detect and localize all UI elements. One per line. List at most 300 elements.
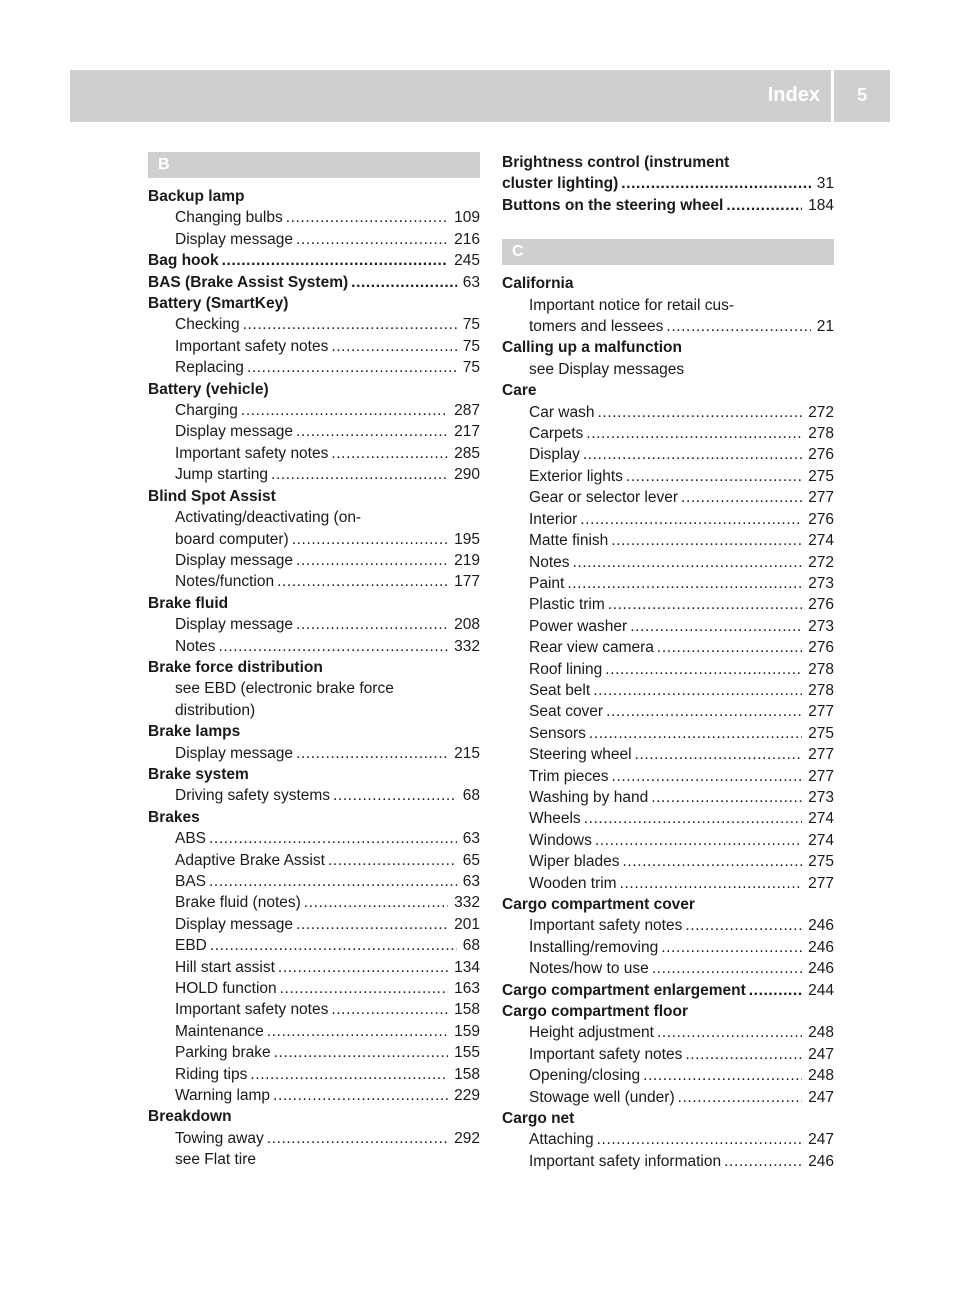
dot-leader (651, 787, 802, 808)
index-subentry[interactable] (148, 421, 480, 442)
index-subentry (148, 700, 480, 721)
entry-text: Display message (175, 230, 294, 248)
index-subentry[interactable] (502, 402, 834, 423)
dot-leader (726, 195, 802, 216)
index-subentry (502, 359, 834, 380)
index-subentry[interactable] (148, 828, 480, 849)
index-subentry[interactable] (502, 680, 834, 701)
entry-text: Interior (529, 510, 578, 528)
entry-text: Gear or selector lever (529, 489, 679, 507)
index-subentry[interactable] (502, 573, 834, 594)
dot-leader (611, 530, 802, 551)
index-subentry[interactable] (502, 701, 834, 722)
entry-text: see Display messages (529, 360, 685, 378)
dot-leader (328, 850, 457, 871)
entry-text: Seat cover (529, 703, 604, 721)
entry-text: Wooden trim (529, 874, 617, 892)
index-entry (148, 186, 480, 207)
index-subentry[interactable] (502, 530, 834, 551)
dot-leader (222, 250, 449, 271)
entry-text: Notes/function (175, 573, 275, 591)
page-reference[interactable]: 274 (808, 831, 834, 849)
page-reference[interactable]: 201 (454, 915, 480, 933)
index-entry (148, 764, 480, 785)
dot-leader (296, 421, 448, 442)
page-reference[interactable]: 245 (454, 252, 480, 270)
dot-leader (643, 1065, 802, 1086)
entry-text: Roof lining (529, 660, 603, 678)
dot-leader (278, 957, 448, 978)
page-reference[interactable]: 247 (808, 1088, 834, 1106)
entry-text: Trim pieces (529, 767, 609, 785)
index-subentry[interactable] (502, 723, 834, 744)
index-column-left (148, 152, 480, 1171)
entry-text: distribution) (175, 701, 256, 719)
index-subentry[interactable] (502, 915, 834, 936)
index-subentry[interactable] (502, 316, 834, 337)
entry-text: Display message (175, 915, 294, 933)
index-subentry[interactable] (502, 830, 834, 851)
entry-text: Paint (529, 574, 565, 592)
entry-text: Battery (SmartKey) (148, 295, 289, 313)
entry-text: Carpets (529, 425, 584, 443)
dot-leader (333, 785, 457, 806)
page-reference[interactable]: 68 (462, 937, 480, 955)
page-reference[interactable]: 274 (808, 810, 834, 828)
entry-text: Plastic trim (529, 596, 605, 614)
page-reference[interactable]: 276 (808, 446, 834, 464)
page-reference[interactable]: 75 (462, 359, 480, 377)
dot-leader (296, 229, 448, 250)
page-reference[interactable]: 285 (454, 444, 480, 462)
page-reference[interactable]: 332 (454, 894, 480, 912)
page-reference[interactable]: 158 (454, 1001, 480, 1019)
dot-leader (626, 466, 802, 487)
dot-leader (280, 978, 448, 999)
index-subentry[interactable] (148, 614, 480, 635)
dot-leader (657, 1022, 802, 1043)
dot-leader (608, 594, 802, 615)
entry-text: Cargo compartment cover (502, 896, 695, 913)
index-subentry[interactable] (502, 659, 834, 680)
index-subentry[interactable] (148, 892, 480, 913)
entry-text: Buttons on the steering wheel (502, 196, 724, 214)
page-reference[interactable]: 21 (816, 318, 834, 336)
index-subentry[interactable] (148, 743, 480, 764)
page-reference[interactable]: 272 (808, 403, 834, 421)
dot-leader (620, 873, 803, 894)
entry-text: Care (502, 382, 537, 400)
index-subentry (148, 678, 480, 699)
index-subentry[interactable] (502, 808, 834, 829)
entry-text: Brightness control (instrument (502, 154, 730, 171)
entry-text: Seat belt (529, 681, 591, 699)
index-subentry[interactable] (148, 1085, 480, 1106)
index-subentry[interactable] (148, 871, 480, 892)
index-subentry[interactable] (148, 443, 480, 464)
index-subentry[interactable] (148, 935, 480, 956)
page-reference[interactable]: 278 (808, 660, 834, 678)
index-subentry[interactable] (148, 571, 480, 592)
page-reference[interactable]: 248 (808, 1024, 834, 1042)
page-reference[interactable]: 158 (454, 1065, 480, 1083)
index-entry (148, 721, 480, 742)
entry-text: Calling up a malfunction (502, 339, 682, 357)
header-title: Index (767, 84, 820, 106)
page-reference[interactable]: 75 (462, 316, 480, 334)
dot-leader (331, 336, 456, 357)
index-entry (148, 593, 480, 614)
index-entry (502, 273, 834, 294)
entry-text: Riding tips (175, 1065, 248, 1083)
entry-text: Breakdown (148, 1108, 232, 1126)
entry-text: Height adjustment (529, 1024, 654, 1042)
entry-text: Brake lamps (148, 723, 241, 741)
index-subentry[interactable] (148, 357, 480, 378)
entry-text: Rear view camera (529, 639, 654, 657)
index-entry (502, 337, 834, 358)
page-reference[interactable]: 277 (808, 489, 834, 507)
page-reference[interactable]: 292 (454, 1129, 480, 1147)
index-subentry[interactable] (148, 464, 480, 485)
page-reference[interactable]: 63 (462, 273, 480, 291)
index-subentry[interactable] (502, 1065, 834, 1086)
dot-leader (296, 614, 448, 635)
header-bar (70, 70, 890, 122)
dot-leader (635, 744, 803, 765)
index-subentry (148, 507, 480, 528)
entry-text: Backup lamp (148, 188, 245, 205)
index-subentry[interactable] (148, 529, 480, 550)
index-entry[interactable] (502, 195, 834, 216)
page-reference[interactable]: 159 (454, 1022, 480, 1040)
entry-text: Display (529, 446, 580, 464)
entry-text: California (502, 275, 574, 293)
index-subentry[interactable] (148, 914, 480, 935)
entry-text: Brake force distribution (148, 658, 323, 676)
index-entry (148, 1106, 480, 1127)
index-subentry[interactable] (502, 851, 834, 872)
entry-text: Hill start assist (175, 958, 275, 976)
page-reference[interactable]: 276 (808, 639, 834, 657)
page-reference[interactable]: 244 (808, 981, 834, 999)
dot-leader (250, 1064, 448, 1085)
page-reference[interactable]: 63 (462, 873, 480, 890)
index-entry (148, 807, 480, 828)
entry-text: Brake system (148, 765, 249, 783)
page-reference[interactable]: 246 (808, 917, 834, 935)
dot-leader (681, 487, 802, 508)
index-subentry[interactable] (502, 1022, 834, 1043)
page-reference[interactable]: 215 (454, 744, 480, 762)
page-reference[interactable]: 274 (808, 532, 834, 550)
page-reference[interactable]: 208 (454, 616, 480, 634)
index-subentry[interactable] (502, 509, 834, 530)
entry-text: Matte finish (529, 532, 609, 550)
entry-text: cluster lighting) (502, 175, 619, 193)
page-reference[interactable]: 273 (808, 617, 834, 635)
entry-text: Warning lamp (175, 1087, 271, 1105)
page-reference[interactable]: 278 (808, 681, 834, 699)
page-reference[interactable]: 134 (454, 958, 480, 976)
dot-leader (685, 1044, 802, 1065)
index-subentry[interactable] (502, 594, 834, 615)
dot-leader (630, 616, 802, 637)
index-entry[interactable] (148, 250, 480, 271)
page-number: 5 (856, 85, 867, 105)
dot-leader (304, 892, 448, 913)
index-subentry[interactable] (148, 207, 480, 228)
page-reference[interactable]: 216 (454, 230, 480, 248)
index-subentry[interactable] (502, 637, 834, 658)
entry-text: Notes (175, 637, 216, 655)
index-subentry[interactable] (502, 1044, 834, 1065)
entry-text: Important safety notes (175, 444, 329, 462)
index-subentry[interactable] (502, 616, 834, 637)
index-subentry[interactable] (148, 336, 480, 357)
entry-text: Display message (175, 744, 294, 762)
index-entry (148, 379, 480, 400)
section-letter: C (512, 243, 524, 261)
index-subentry[interactable] (148, 550, 480, 571)
page-reference[interactable]: 332 (454, 637, 480, 655)
dot-leader (331, 999, 448, 1020)
entry-text: Car wash (529, 403, 595, 421)
dot-leader (273, 1085, 448, 1106)
dot-leader (210, 935, 457, 956)
dot-leader (296, 914, 448, 935)
page-reference[interactable]: 248 (808, 1067, 834, 1085)
index-subentry[interactable] (148, 1042, 480, 1063)
entry-text: Changing bulbs (175, 209, 283, 227)
page-reference[interactable]: 277 (808, 874, 834, 892)
entry-text: Cargo net (502, 1110, 575, 1128)
dot-leader (621, 173, 811, 194)
dot-leader (267, 1128, 448, 1149)
page-reference[interactable]: 177 (454, 573, 480, 591)
index-entry[interactable] (502, 173, 834, 194)
entry-text: Driving safety systems (175, 787, 331, 805)
dot-leader (657, 637, 802, 658)
dot-leader (267, 1021, 448, 1042)
index-entry (148, 657, 480, 678)
page-reference[interactable]: 195 (454, 530, 480, 548)
dot-leader (622, 851, 802, 872)
entry-text: Brake fluid (148, 594, 229, 612)
index-subentry[interactable] (148, 636, 480, 657)
index-subentry[interactable] (502, 873, 834, 894)
entry-text: Charging (175, 402, 238, 420)
entry-text: board computer) (175, 530, 289, 548)
entry-text: Activating/deactivating (on- (175, 509, 362, 527)
entry-text: HOLD function (175, 980, 277, 998)
page-reference[interactable]: 276 (808, 596, 834, 614)
entry-text: Wheels (529, 810, 581, 828)
index-subentry[interactable] (148, 785, 480, 806)
index-subentry[interactable] (502, 958, 834, 979)
index-subentry[interactable] (502, 444, 834, 465)
entry-text: Windows (529, 831, 592, 849)
page-reference[interactable]: 278 (808, 425, 834, 443)
index-subentry[interactable] (502, 487, 834, 508)
index-subentry[interactable] (502, 744, 834, 765)
index-subentry[interactable] (148, 957, 480, 978)
index-subentry[interactable] (148, 999, 480, 1020)
page-reference[interactable]: 275 (808, 853, 834, 871)
entry-text: Wiper blades (529, 853, 620, 871)
dot-leader (296, 743, 448, 764)
index-subentry[interactable] (148, 1064, 480, 1085)
index-subentry[interactable] (148, 1128, 480, 1149)
index-subentry[interactable] (502, 423, 834, 444)
entry-text: Parking brake (175, 1044, 271, 1062)
entry-text: Display message (175, 616, 294, 634)
section-spacer (502, 216, 834, 239)
entry-text: Jump starting (175, 466, 269, 484)
page-reference[interactable]: 184 (808, 196, 834, 214)
page-reference[interactable]: 65 (462, 851, 480, 869)
index-subentry[interactable] (502, 1151, 834, 1172)
index-subentry[interactable] (148, 850, 480, 871)
entry-text: Adaptive Brake Assist (175, 851, 325, 869)
index-entry (502, 1001, 834, 1022)
page-reference[interactable]: 75 (462, 337, 480, 355)
entry-text: Notes (529, 553, 570, 571)
page-reference[interactable]: 273 (808, 574, 834, 592)
index-subentry[interactable] (148, 978, 480, 999)
entry-text: BAS (Brake Assist System) (148, 273, 349, 291)
dot-leader (661, 937, 802, 958)
page-reference[interactable]: 63 (462, 830, 480, 848)
dot-leader (652, 958, 802, 979)
dot-leader (209, 828, 457, 849)
dot-leader (586, 423, 802, 444)
entry-text: Stowage well (under) (529, 1088, 675, 1106)
dot-leader (612, 766, 803, 787)
entry-text: ABS (175, 830, 207, 848)
dot-leader (241, 400, 448, 421)
dot-leader (593, 680, 802, 701)
page-reference[interactable]: 217 (454, 423, 480, 441)
entry-text: Attaching (529, 1131, 594, 1149)
entry-text: Important safety notes (529, 917, 683, 935)
dot-leader (286, 207, 448, 228)
dot-leader (247, 357, 457, 378)
page-reference[interactable]: 31 (816, 175, 834, 193)
entry-text: Important notice for retail cus- (529, 296, 735, 314)
entry-text: Cargo compartment enlargement (502, 981, 746, 999)
index-entry (502, 380, 834, 401)
dot-leader (331, 443, 448, 464)
index-entry (148, 293, 480, 314)
dot-leader (666, 316, 810, 337)
entry-text: Washing by hand (529, 788, 649, 806)
dot-leader (209, 871, 457, 892)
entry-text: Important safety notes (529, 1045, 683, 1063)
entry-text: tomers and lessees (529, 318, 664, 336)
page-reference[interactable]: 109 (454, 209, 480, 227)
entry-text: Sensors (529, 724, 586, 742)
entry-text: Towing away (175, 1129, 264, 1147)
dot-leader (243, 314, 457, 335)
page-reference[interactable]: 277 (808, 746, 834, 764)
dot-leader (296, 550, 448, 571)
entry-text: Display message (175, 423, 294, 441)
page-reference[interactable]: 246 (808, 1152, 834, 1170)
index-subentry[interactable] (502, 766, 834, 787)
dot-leader (685, 915, 802, 936)
index-subentry[interactable] (502, 1129, 834, 1150)
page-reference[interactable]: 229 (454, 1087, 480, 1105)
dot-leader (277, 571, 448, 592)
page-reference[interactable]: 219 (454, 551, 480, 569)
index-subentry[interactable] (148, 229, 480, 250)
entry-text: Checking (175, 316, 240, 334)
index-entry (502, 152, 834, 173)
page-reference[interactable]: 246 (808, 938, 834, 956)
page-reference[interactable]: 287 (454, 402, 480, 420)
entry-text: Display message (175, 551, 294, 569)
dot-leader (597, 1129, 802, 1150)
index-subentry[interactable] (502, 552, 834, 573)
dot-leader (567, 573, 802, 594)
dot-leader (351, 272, 457, 293)
dot-leader (678, 1087, 803, 1108)
index-subentry[interactable] (502, 466, 834, 487)
index-entry[interactable] (502, 980, 834, 1001)
section-header (148, 152, 480, 178)
page-reference[interactable]: 277 (808, 767, 834, 785)
page-reference[interactable]: 247 (808, 1045, 834, 1063)
page-reference[interactable]: 272 (808, 553, 834, 571)
index-subentry[interactable] (502, 787, 834, 808)
index-subentry[interactable] (502, 937, 834, 958)
index-subentry[interactable] (148, 314, 480, 335)
section-header (502, 239, 834, 265)
index-subentry[interactable] (502, 1087, 834, 1108)
page-reference[interactable]: 247 (808, 1131, 834, 1149)
page-reference[interactable]: 68 (462, 787, 480, 805)
index-subentry[interactable] (148, 1021, 480, 1042)
page-reference[interactable]: 275 (808, 467, 834, 485)
entry-text: Maintenance (175, 1022, 264, 1040)
entry-text: Brake fluid (notes) (175, 894, 301, 912)
page-reference[interactable]: 155 (454, 1044, 480, 1062)
entry-text: Brakes (148, 808, 200, 826)
dot-leader (274, 1042, 448, 1063)
index-entry (502, 1108, 834, 1129)
page-reference[interactable]: 273 (808, 788, 834, 806)
page-reference[interactable]: 275 (808, 724, 834, 742)
page-reference[interactable]: 290 (454, 466, 480, 484)
dot-leader (749, 980, 802, 1001)
page-reference[interactable]: 163 (454, 980, 480, 998)
index-subentry[interactable] (148, 400, 480, 421)
page-reference[interactable]: 246 (808, 960, 834, 978)
index-entry[interactable] (148, 272, 480, 293)
entry-text: Important safety notes (175, 337, 329, 355)
entry-text: Opening/closing (529, 1067, 641, 1085)
entry-text: see Flat tire (175, 1151, 256, 1169)
entry-text: Cargo compartment floor (502, 1003, 689, 1021)
dot-leader (724, 1151, 802, 1172)
dot-leader (583, 444, 802, 465)
page-reference[interactable]: 277 (808, 703, 834, 721)
dot-leader (219, 636, 449, 657)
page-reference[interactable]: 276 (808, 510, 834, 528)
entry-text: Installing/removing (529, 938, 659, 956)
dot-leader (597, 402, 802, 423)
